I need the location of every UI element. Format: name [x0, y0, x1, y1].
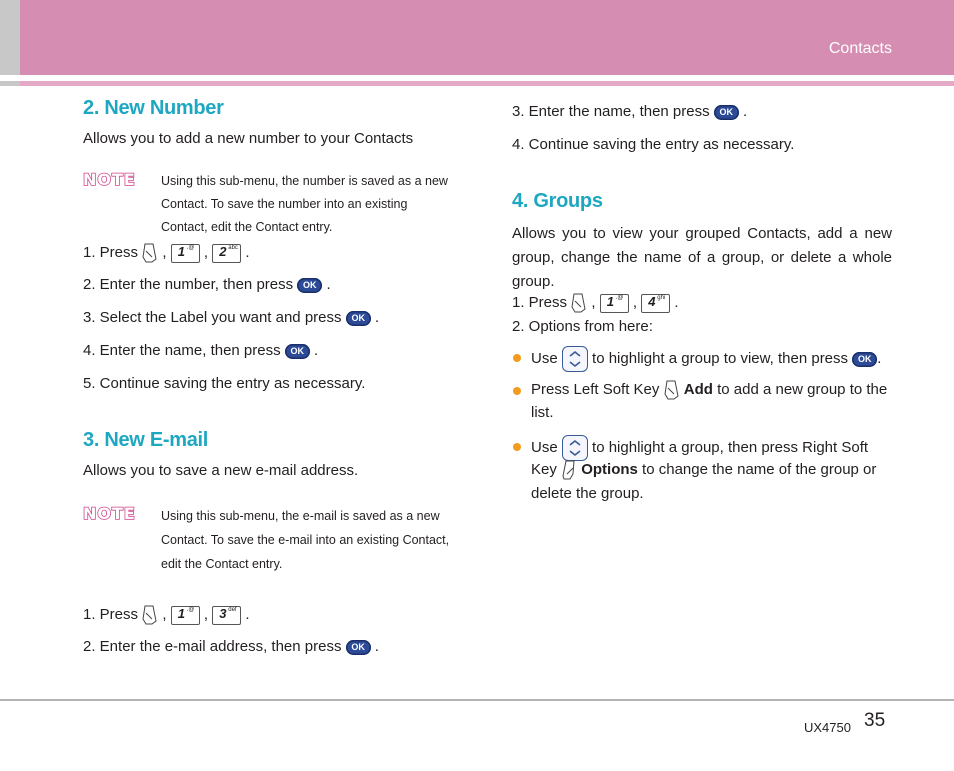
- left-soft-key-icon: [664, 380, 680, 400]
- new-number-step2: 2. Enter the number, then press OK .: [83, 276, 331, 293]
- heading-new-number: 2. New Number: [83, 97, 224, 119]
- page-number: 35: [864, 710, 886, 731]
- new-number-step3-cont: 3. Enter the name, then press OK .: [512, 103, 748, 120]
- right-soft-key-icon: [561, 460, 577, 480]
- groups-option-add: Press Left Soft Key Add to add a new group to the: [531, 380, 887, 400]
- key-3-icon: 3 def: [212, 606, 241, 625]
- bullet-icon: [513, 443, 521, 451]
- key-4-icon: 4 ghi: [641, 294, 670, 313]
- note-label: NOTE: [83, 170, 136, 189]
- groups-step1: 1. Press , 1 .@ , 4 ghi .: [512, 293, 679, 313]
- groups-option-view: Use to highlight a group to view, then press OK .: [531, 346, 881, 372]
- key-1-icon: 1 .@: [171, 606, 200, 625]
- new-email-intro: Allows you to save a new e-mail address.: [83, 462, 359, 479]
- key-1-icon: 1 .@: [171, 244, 200, 263]
- header-rule-gray: [0, 81, 20, 86]
- soft-key-icon: [571, 293, 587, 313]
- bullet-icon: [513, 354, 521, 362]
- new-email-step2: 2. Enter the e-mail address, then press OK .: [83, 638, 379, 655]
- key-1-icon: 1 .@: [600, 294, 629, 313]
- groups-option-add-line2: list.: [531, 404, 554, 421]
- soft-key-icon: [142, 605, 158, 625]
- note-text-email: Using this sub-menu, the e-mail is saved as a new Contact. To save the e-mail into an existing Contact, edit the Contact entry.: [161, 509, 450, 571]
- nav-key-icon: [562, 435, 588, 461]
- groups-option-rename-line2: Key Options to change the name of the group or: [531, 460, 876, 480]
- heading-new-email: 3. New E-mail: [83, 429, 209, 451]
- heading-groups: 4. Groups: [512, 190, 603, 212]
- groups-option-rename-line3: delete the group.: [531, 485, 644, 502]
- key-2-icon: 2 abc: [212, 244, 241, 263]
- ok-key-icon: OK: [285, 344, 310, 359]
- note-text-number: Using this sub-menu, the number is saved as a new Contact. To save the number into an existing Contact, edit the Contact entry.: [161, 174, 448, 234]
- header-gray-tab: [0, 0, 20, 75]
- groups-intro: Allows you to view your grouped Contacts, add a new group, change the name of a group, or delete a whole group.: [512, 225, 892, 290]
- ok-key-icon: OK: [346, 640, 371, 655]
- new-email-step1: 1. Press , 1 .@ , 3 def .: [83, 605, 250, 625]
- bullet-icon: [513, 387, 521, 395]
- section-title: Contacts: [828, 40, 892, 57]
- footer-rule: [0, 699, 954, 701]
- soft-key-icon: [142, 243, 158, 263]
- new-number-intro: Allows you to add a new number to your Contacts: [83, 130, 414, 147]
- note-label: NOTE: [83, 504, 136, 523]
- nav-key-icon: [562, 346, 588, 372]
- ok-key-icon: OK: [852, 352, 877, 367]
- header-bar: [20, 0, 954, 75]
- new-number-step4: 4. Enter the name, then press OK .: [83, 342, 319, 359]
- new-number-step3: 3. Select the Label you want and press OK .: [83, 309, 380, 326]
- model-name: UX4750: [804, 720, 851, 735]
- new-number-step1: 1. Press , 1 .@ , 2 abc .: [83, 243, 250, 263]
- header-rule-pink: [20, 81, 954, 86]
- new-number-step4-cont: 4. Continue saving the entry as necessary.: [512, 136, 795, 153]
- ok-key-icon: OK: [346, 311, 371, 326]
- ok-key-icon: OK: [297, 278, 322, 293]
- ok-key-icon: OK: [714, 105, 739, 120]
- new-number-step5: 5. Continue saving the entry as necessary.: [83, 375, 366, 392]
- groups-option-rename: Use to highlight a group, then press Right Soft: [531, 435, 868, 461]
- groups-step2: 2. Options from here:: [512, 318, 653, 335]
